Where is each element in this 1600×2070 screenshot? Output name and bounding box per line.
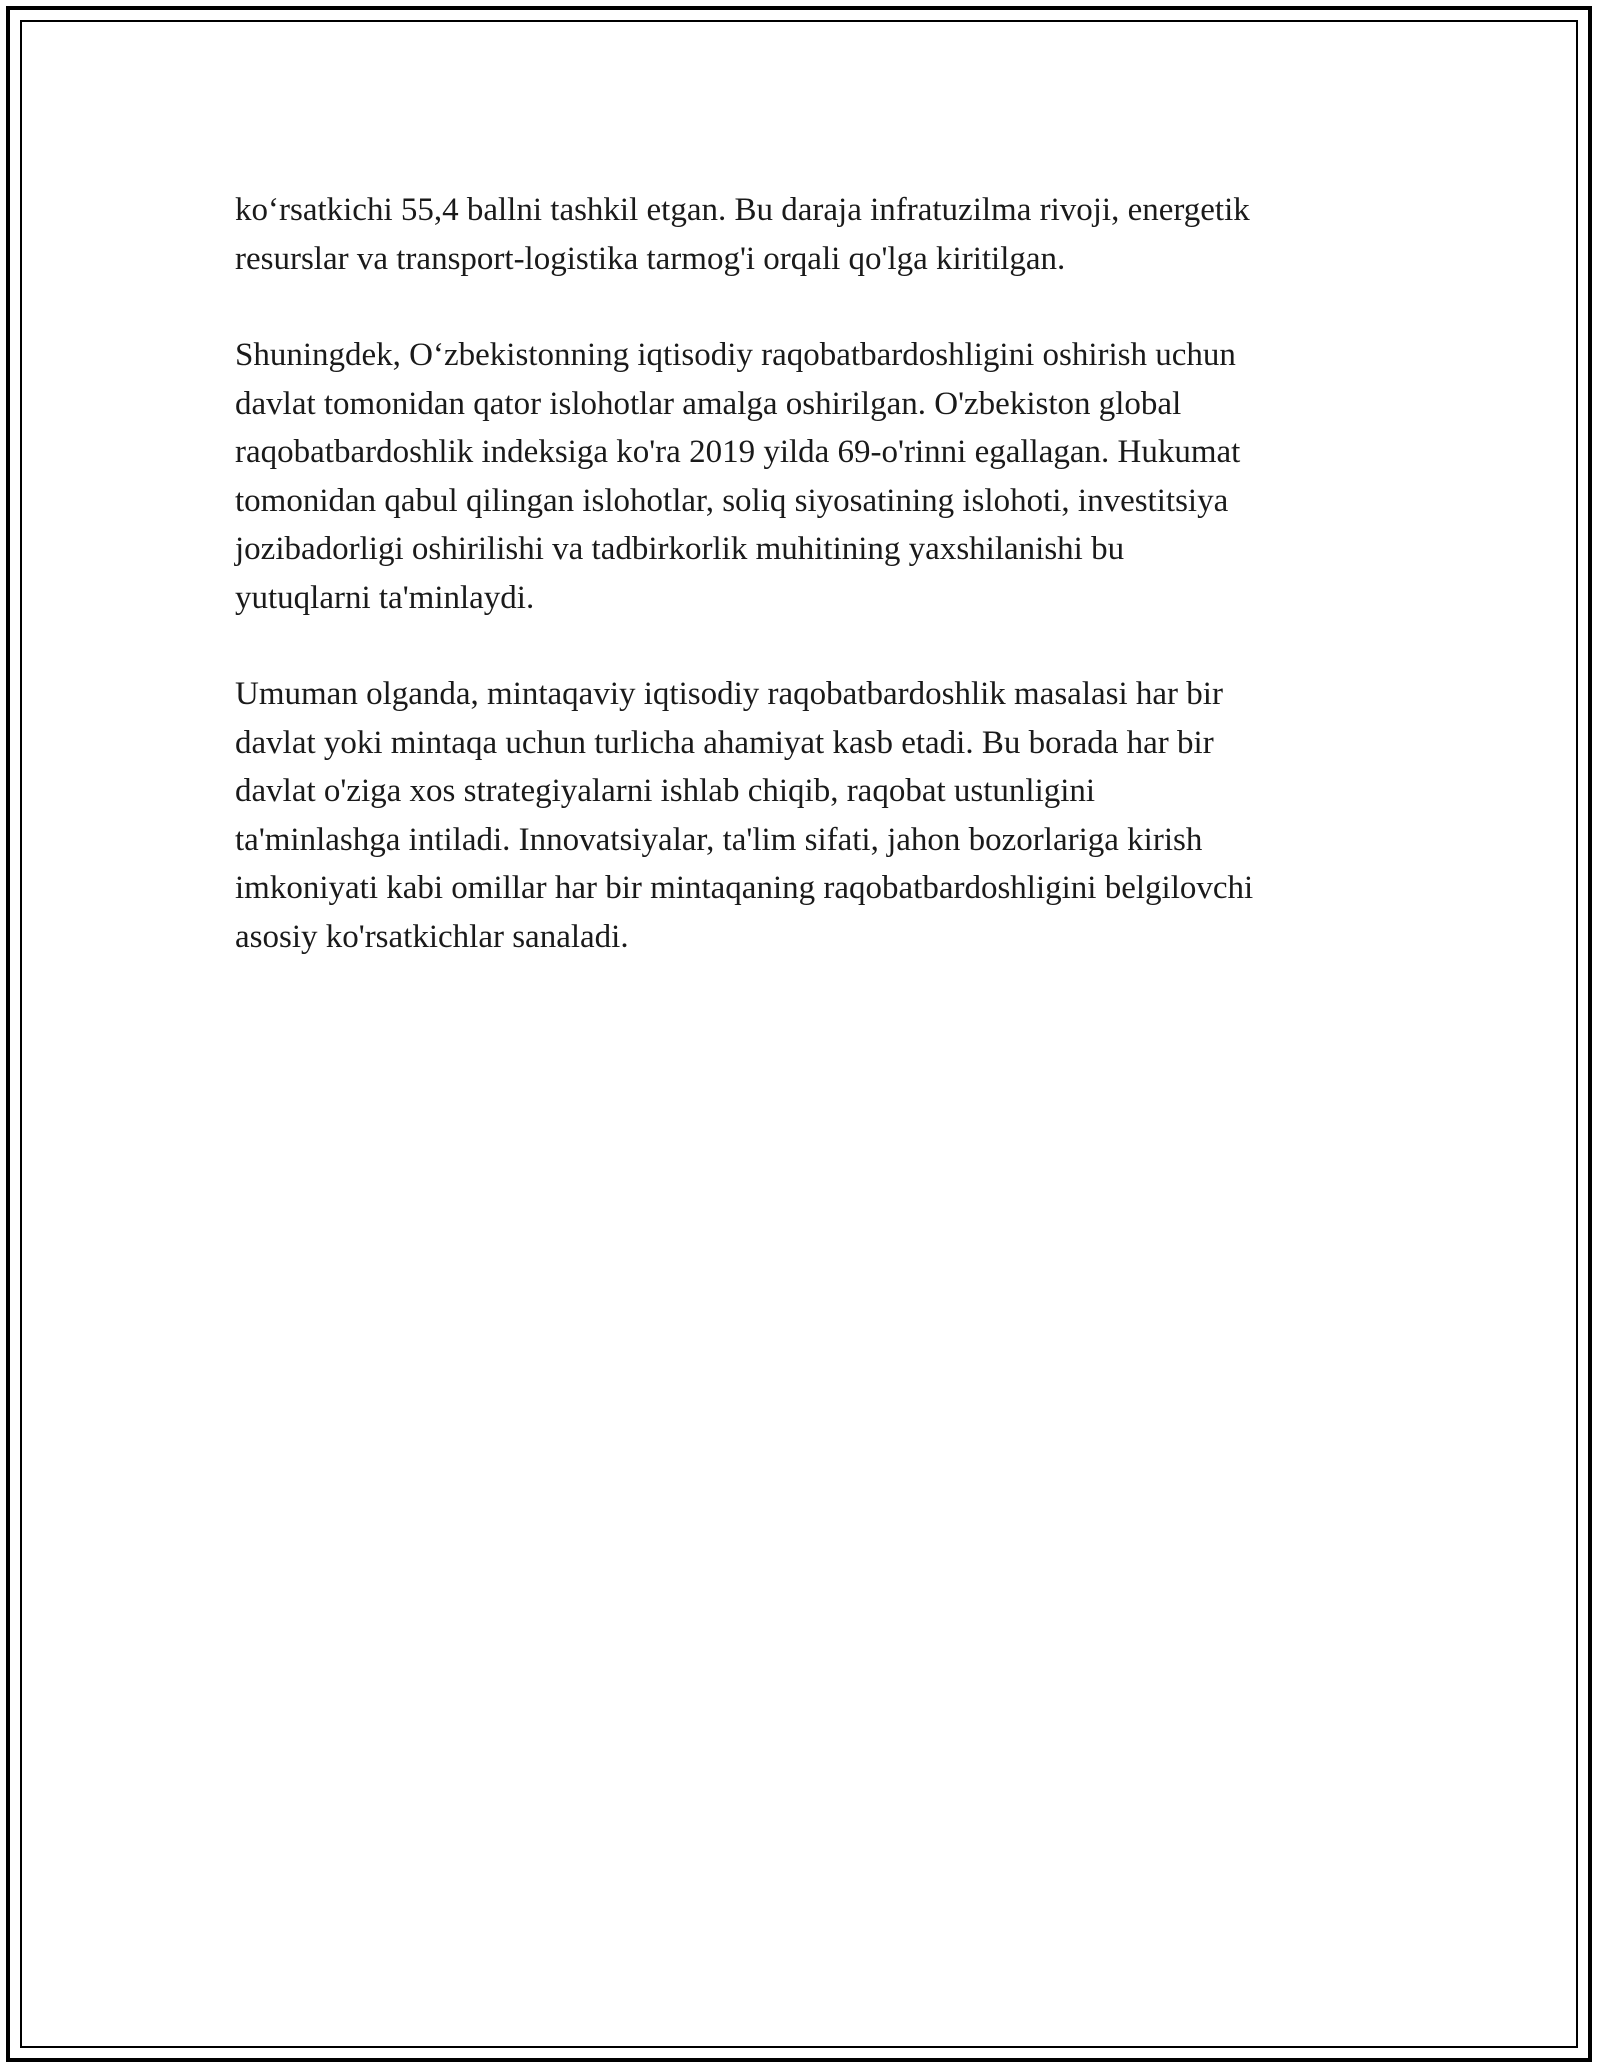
text-line: ta'minlashga intiladi. Innovatsiyalar, ta'lim sifati, jahon bozorlariga kirish	[235, 821, 1203, 858]
text-line: imkoniyati kabi omillar har bir mintaqaning raqobatbardoshligini belgilovchi	[235, 870, 1254, 906]
text-line: ko‘rsatkichi 55,4 ballni tashkil etgan. Bu daraja infratuzilma rivoji, energetik	[235, 192, 1250, 228]
text-line: yutuqlarni ta'minlaydi.	[235, 579, 535, 616]
text-line: davlat yoki mintaqa uchun turlicha ahamiyat kasb etadi. Bu borada har bir	[235, 724, 1214, 761]
text-line: resurslar va transport-logistika tarmog'i orqali qo'lga kiritilgan.	[235, 240, 1066, 277]
text-line: Umuman olganda, mintaqaviy iqtisodiy raqobatbardoshlik masalasi har bir	[235, 676, 1223, 712]
document-body	[235, 186, 1375, 1009]
paragraph-2	[235, 331, 1375, 622]
paragraph-1	[235, 186, 1375, 283]
text-line: Shuningdek, O‘zbekistonning iqtisodiy raqobatbardoshligini oshirish uchun	[235, 337, 1236, 373]
text-line: asosiy ko'rsatkichlar sanaladi.	[235, 918, 629, 955]
text-line: raqobatbardoshlik indeksiga ko'ra 2019 yilda 69-o'rinni egallagan. Hukumat	[235, 434, 1241, 470]
text-line: tomonidan qabul qilingan islohotlar, soliq siyosatining islohoti, investitsiya	[235, 482, 1229, 519]
text-line: davlat o'ziga xos strategiyalarni ishlab chiqib, raqobat ustunligini	[235, 773, 1096, 809]
text-line: davlat tomonidan qator islohotlar amalga oshirilgan. O'zbekiston global	[235, 385, 1182, 422]
paragraph-3	[235, 670, 1375, 961]
text-line: jozibadorligi oshirilishi va tadbirkorlik muhitining yaxshilanishi bu	[235, 531, 1125, 567]
